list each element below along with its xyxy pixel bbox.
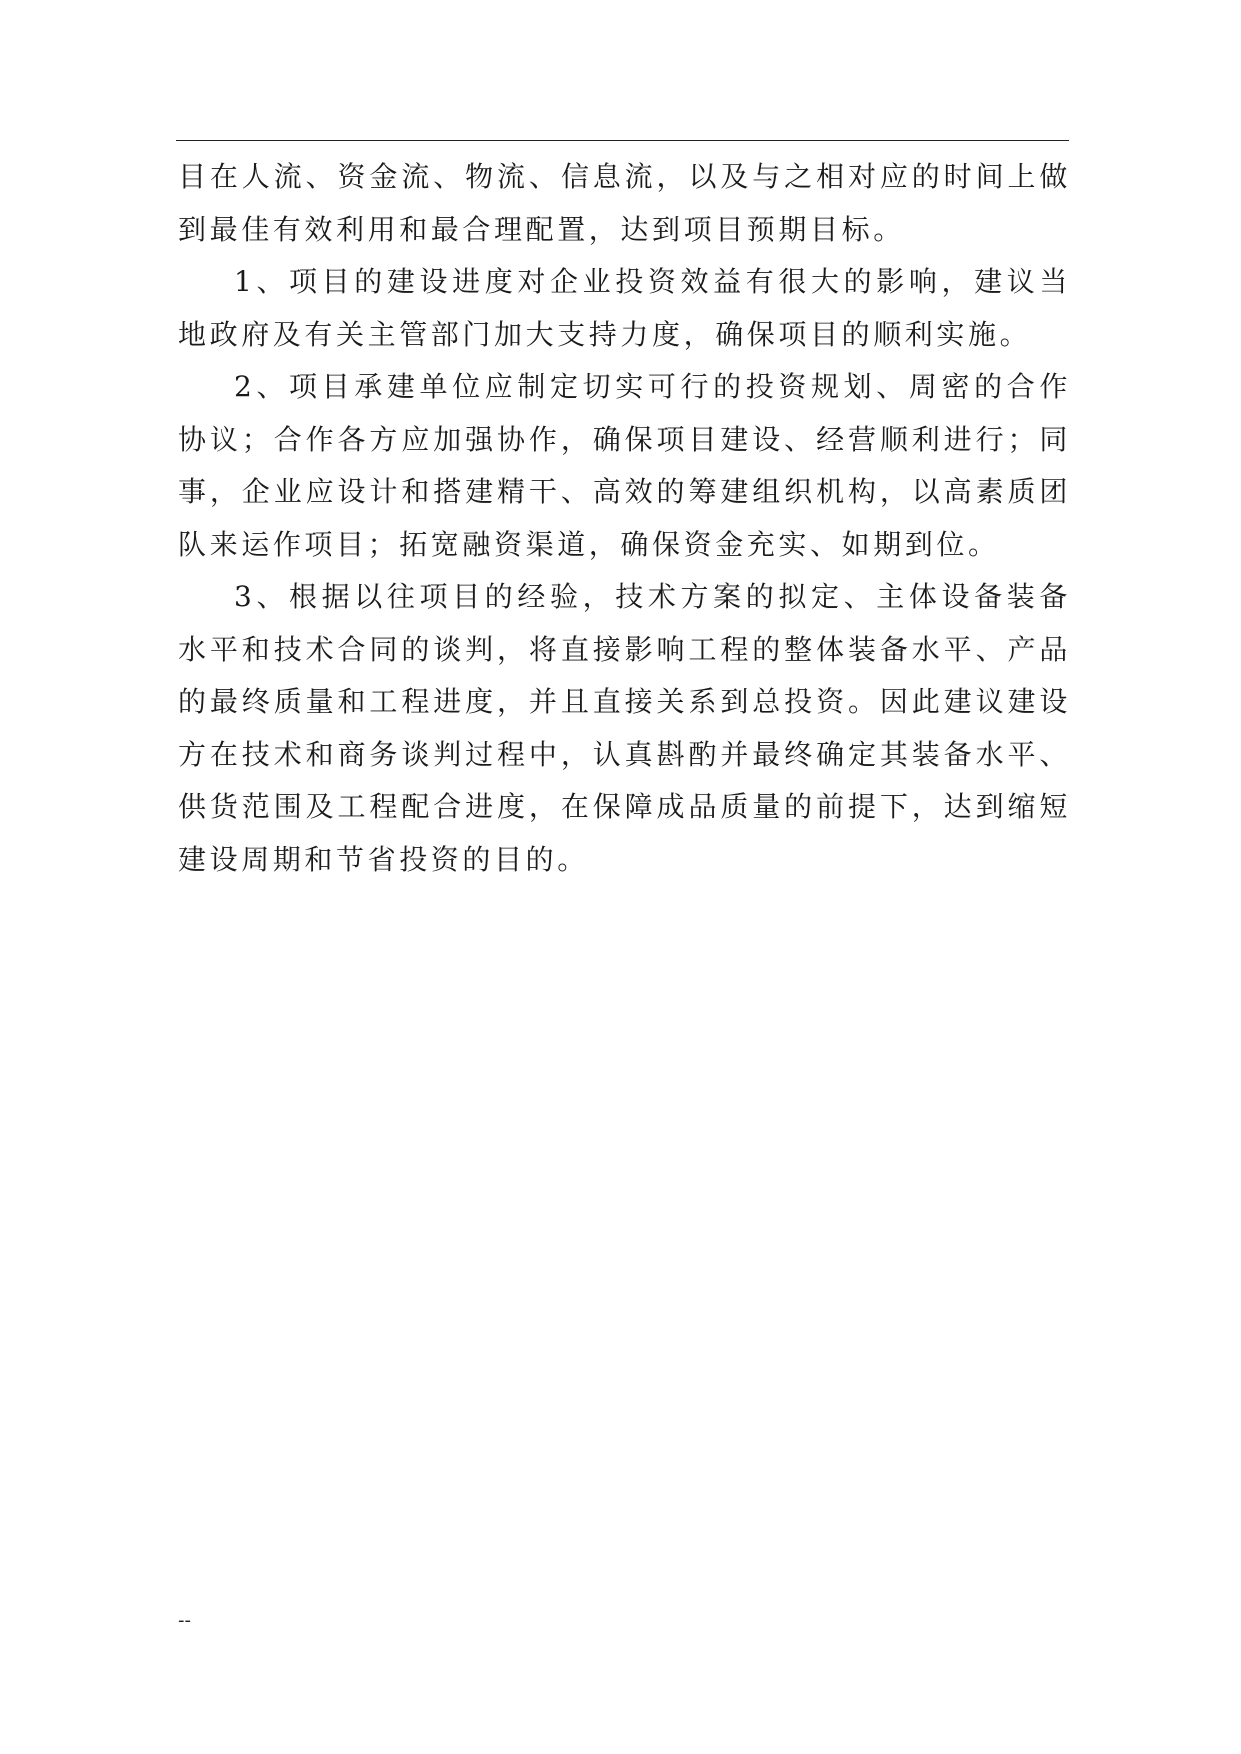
document-body (178, 151, 1071, 886)
paragraph-item-2: 2、项目承建单位应制定切实可行的投资规划、周密的合作协议；合作各方应加强协作，确保项目建设、经营顺利进行；同事，企业应设计和搭建精干、高效的筹建组织机构，以高素质团队来运作项目；拓宽融资渠道，确保资金充实、如期到位。 (178, 370, 1071, 561)
header-rule (176, 140, 1069, 141)
paragraph-item-3: 3、根据以往项目的经验，技术方案的拟定、主体设备装备水平和技术合同的谈判，将直接影响工程的整体装备水平、产品的最终质量和工程进度，并且直接关系到总投资。因此建议建设方在技术和商务谈判过程中，认真斟酌并最终确定其装备水平、供货范围及工程配合进度，在保障成品质量的前提下，达到缩短建设周期和节省投资的目的。 (178, 580, 1071, 876)
footer-mark: -- (178, 1610, 191, 1631)
paragraph-item-1: 1、项目的建设进度对企业投资效益有很大的影响，建议当地政府及有关主管部门加大支持力度，确保项目的顺利实施。 (178, 265, 1071, 351)
paragraph-continuation: 目在人流、资金流、物流、信息流，以及与之相对应的时间上做到最佳有效利用和最合理配置，达到项目预期目标。 (178, 160, 1071, 246)
